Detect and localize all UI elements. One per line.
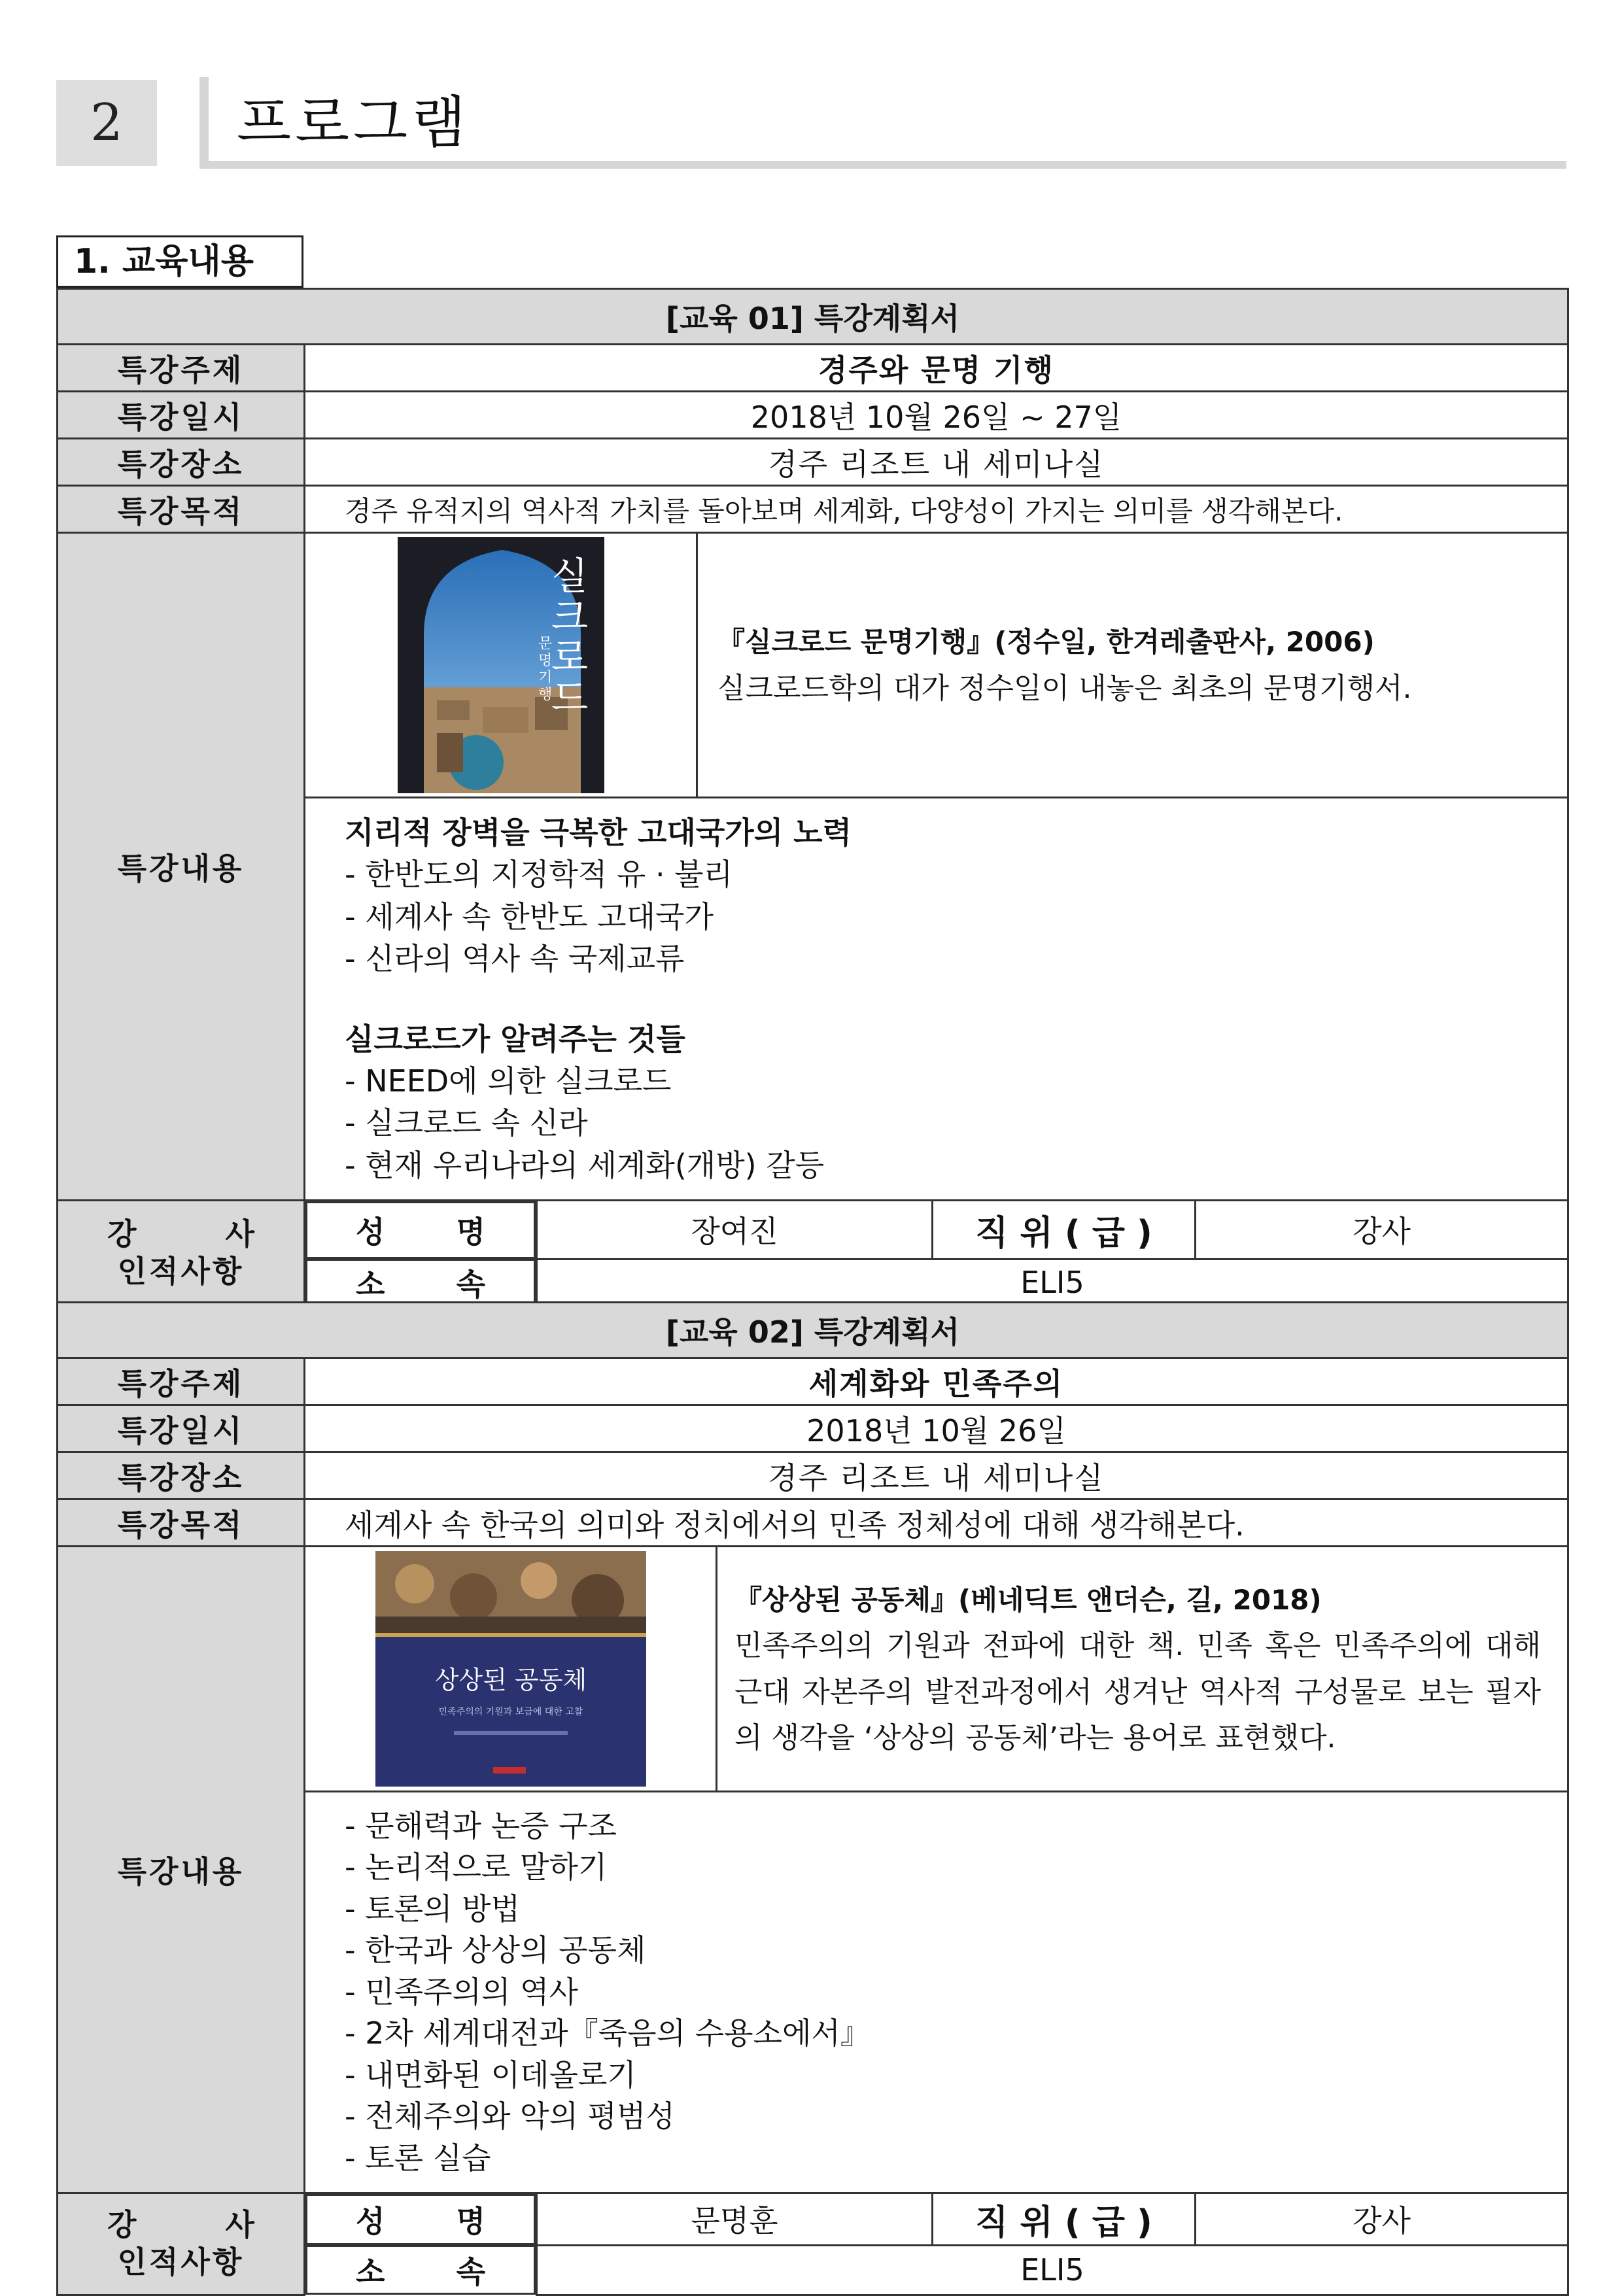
list-item: - 신라의 역사 속 국제교류 bbox=[345, 941, 685, 977]
lecturer-name: 문명훈 bbox=[537, 2193, 933, 2246]
content-label: 특강내용 bbox=[58, 533, 305, 1201]
list-item: - 2차 세계대전과『죽음의 수용소에서』 bbox=[345, 2015, 871, 2051]
list-item: - 한국과 상상의 공동체 bbox=[345, 1932, 646, 1968]
position-label: 직 위 ( 급 ) bbox=[933, 1201, 1196, 1259]
list-item: - 실크로드 속 신라 bbox=[345, 1105, 588, 1141]
date-label: 특강일시 bbox=[58, 392, 305, 439]
section-number: 2 bbox=[56, 80, 157, 166]
list-item: - 토론 실습 bbox=[345, 2140, 491, 2176]
cover-title-char-3: 로 bbox=[551, 635, 588, 679]
topic-label: 특강주제 bbox=[58, 1358, 305, 1405]
content-label: 특강내용 bbox=[58, 1547, 305, 2193]
purpose-label: 특강목적 bbox=[58, 1499, 305, 1547]
lecturer-info-label: 강 사 인적사항 bbox=[58, 1201, 305, 1307]
section-underline bbox=[199, 161, 1566, 169]
silkroad-book-cover bbox=[398, 537, 604, 793]
content-group-title: 실크로드가 알려주는 것들 bbox=[345, 1021, 685, 1057]
name-label: 성 명 bbox=[305, 1201, 536, 1259]
section-divider bbox=[199, 77, 209, 169]
list-item: - 논리적으로 말하기 bbox=[345, 1849, 608, 1885]
education-content-label: 1. 교육내용 bbox=[56, 235, 303, 288]
list-item: - 세계사 속 한반도 고대국가 bbox=[345, 899, 714, 934]
book-title: 『상상된 공동체』(베네딕트 앤더슨, 길, 2018) bbox=[734, 1583, 1322, 1616]
book-summary: 민족주의의 기원과 전파에 대한 책. 민족 혹은 민족주의에 대해 근대 자본주의 발전과정에서 생겨난 역사적 구성물로 보는 필자의 생각을 ‘상상의 공동체’라는 용어로 표현했다. bbox=[734, 1629, 1541, 1755]
lecture-header: [교육 01] 특강계획서 bbox=[58, 289, 1568, 345]
date-label: 특강일시 bbox=[58, 1405, 305, 1452]
lecture-header: [교육 02] 특강계획서 bbox=[58, 1303, 1568, 1358]
cover-title: 상상된 공동체 bbox=[434, 1666, 587, 1694]
lecturer-position: 강사 bbox=[1196, 2193, 1568, 2246]
lecture-content-list bbox=[305, 1792, 1568, 2193]
position-label: 직 위 ( 급 ) bbox=[933, 2193, 1196, 2246]
book-summary: 실크로드학의 대가 정수일이 내놓은 최초의 문명기행서. bbox=[717, 671, 1412, 705]
cover-title-char-4: 드 bbox=[551, 676, 588, 720]
section-title: 프로그램 bbox=[237, 90, 470, 156]
cover-title-char-2: 크 bbox=[551, 594, 588, 639]
affiliation-label: 소 속 bbox=[305, 1259, 536, 1306]
purpose-label: 특강목적 bbox=[58, 486, 305, 533]
lecture-purpose: 경주 유적지의 역사적 가치를 돌아보며 세계화, 다양성이 가지는 의미를 생각해본다. bbox=[305, 486, 1568, 533]
book-title: 『실크로드 문명기행』(정수일, 한겨레출판사, 2006) bbox=[717, 626, 1375, 659]
name-label: 성 명 bbox=[305, 2194, 536, 2245]
list-item: - 전체주의와 악의 평범성 bbox=[345, 2099, 675, 2134]
lecturer-info-label: 강 사 인적사항 bbox=[58, 2193, 305, 2295]
lecture-place: 경주 리조트 내 세미나실 bbox=[305, 439, 1568, 486]
lecture-date: 2018년 10월 26일 bbox=[305, 1405, 1568, 1452]
list-item: - NEED에 의한 실크로드 bbox=[345, 1063, 672, 1099]
topic-label: 특강주제 bbox=[58, 345, 305, 392]
book-cover-cell bbox=[305, 533, 697, 798]
list-item: - 내면화된 이데올로기 bbox=[345, 2057, 636, 2093]
cover-subtitle-4: 행 bbox=[538, 687, 552, 703]
lecturer-affiliation: ELI5 bbox=[537, 2245, 1568, 2295]
cover-subtitle-2: 명 bbox=[538, 653, 552, 669]
cover-title-char-1: 실 bbox=[551, 554, 588, 598]
affiliation-label: 소 속 bbox=[305, 2245, 536, 2295]
list-item: - 문해력과 논증 구조 bbox=[345, 1808, 617, 1843]
list-item: - 한반도의 지정학적 유 · 불리 bbox=[345, 857, 733, 893]
cover-subtitle-3: 기 bbox=[538, 670, 552, 686]
list-item: - 민족주의의 역사 bbox=[345, 1974, 578, 2010]
list-item: - 현재 우리나라의 세계화(개방) 갈등 bbox=[345, 1147, 825, 1183]
lecture-plan-table-2 bbox=[56, 1301, 1569, 2296]
lecture-content-list bbox=[305, 798, 1568, 1201]
lecture-purpose: 세계사 속 한국의 의미와 정치에서의 민족 정체성에 대해 생각해본다. bbox=[305, 1499, 1568, 1547]
content-group-title: 지리적 장벽을 극복한 고대국가의 노력 bbox=[345, 815, 852, 850]
book-description-cell bbox=[717, 1547, 1568, 1792]
list-item: - 토론의 방법 bbox=[345, 1891, 521, 1927]
book-cover-cell bbox=[305, 1547, 717, 1792]
cover-subtitle: 민족주의의 기원과 보급에 대한 고찰 bbox=[438, 1707, 583, 1717]
book-description-cell bbox=[697, 533, 1568, 798]
lecturer-name: 장여진 bbox=[537, 1201, 933, 1259]
lecture-place: 경주 리조트 내 세미나실 bbox=[305, 1452, 1568, 1499]
lecture-plan-table-1 bbox=[56, 288, 1569, 1307]
lecturer-position: 강사 bbox=[1196, 1201, 1568, 1259]
lecture-date: 2018년 10월 26일 ~ 27일 bbox=[305, 392, 1568, 439]
imagined-communities-book-cover bbox=[375, 1551, 646, 1787]
lecturer-affiliation: ELI5 bbox=[537, 1259, 1568, 1306]
place-label: 특강장소 bbox=[58, 439, 305, 486]
cover-subtitle-1: 문 bbox=[538, 636, 552, 652]
lecture-topic: 경주와 문명 기행 bbox=[305, 345, 1568, 392]
lecture-topic: 세계화와 민족주의 bbox=[305, 1358, 1568, 1405]
place-label: 특강장소 bbox=[58, 1452, 305, 1499]
